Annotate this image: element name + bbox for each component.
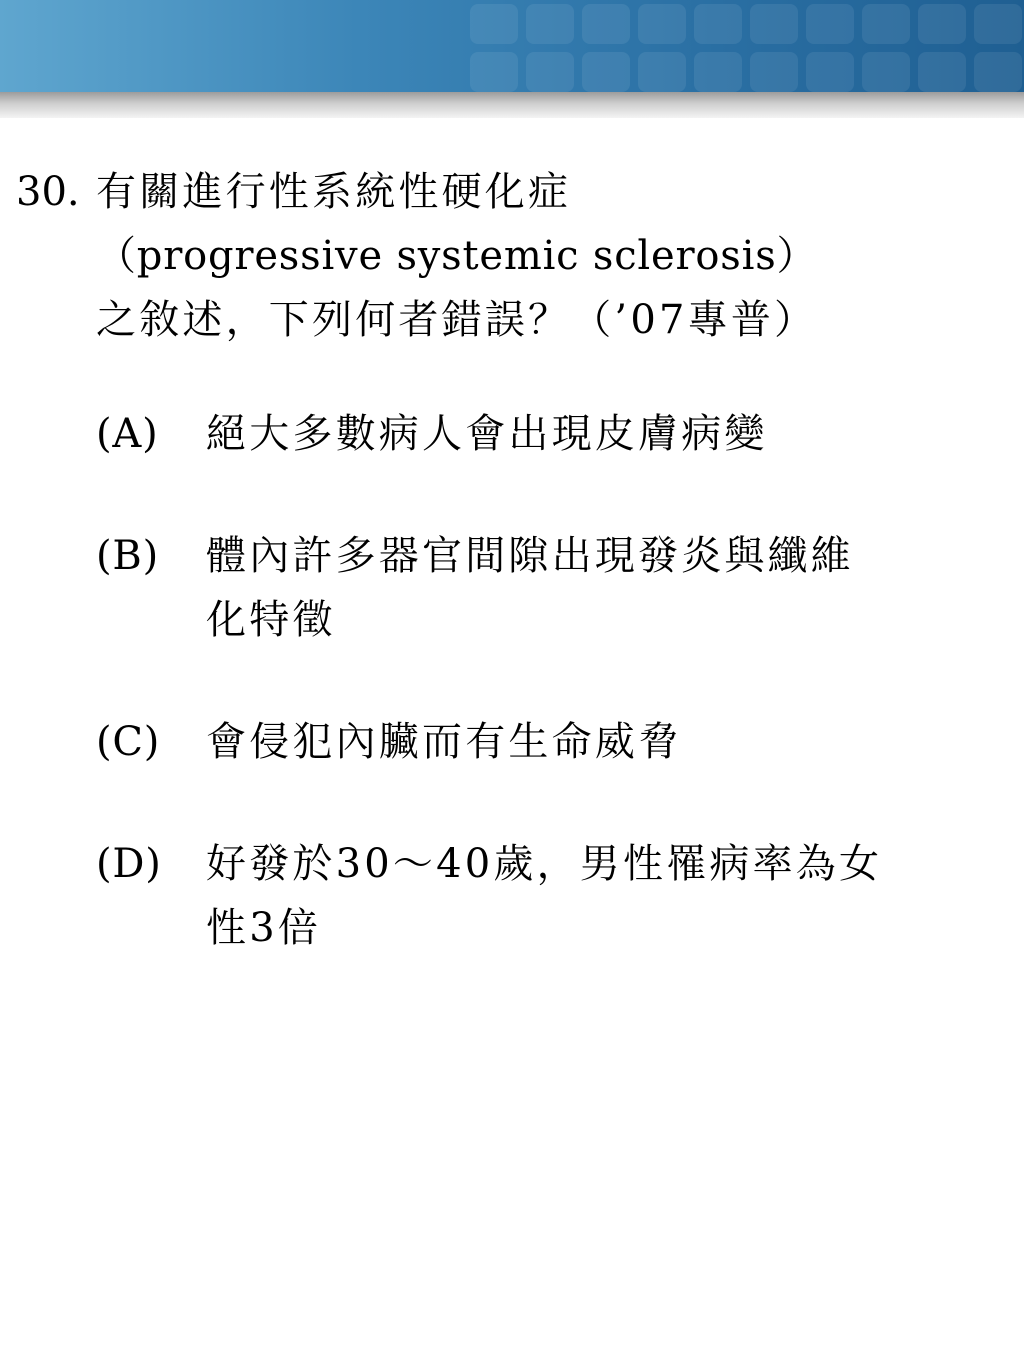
question-line: （progressive systemic sclerosis） [96, 233, 818, 279]
question-line: 有關進行性系統性硬化症 [96, 169, 572, 215]
header-banner [0, 0, 1024, 92]
question-line: 之敘述，下列何者錯誤？（’07專普） [96, 297, 818, 343]
option-letter: (B) [96, 533, 160, 579]
header-pattern [464, 0, 1024, 92]
option-d [0, 832, 1024, 960]
slide-content [0, 160, 1024, 1018]
question-stem [0, 160, 1024, 352]
option-a [0, 402, 1024, 466]
question-number: 30. [16, 169, 80, 215]
option-c [0, 710, 1024, 774]
option-text [206, 710, 1006, 774]
option-letter: (D) [96, 841, 162, 887]
option-letter: (C) [96, 719, 161, 765]
option-line: 性3倍 [206, 905, 322, 951]
option-b [0, 524, 1024, 652]
option-text [206, 402, 1006, 466]
option-line: 好發於30～40歲，男性罹病率為女 [206, 841, 883, 887]
option-line: 化特徵 [206, 597, 336, 643]
option-line: 會侵犯內臟而有生命威脅 [206, 719, 682, 765]
option-line: 體內許多器官間隙出現發炎與纖維 [206, 533, 854, 579]
option-text [206, 832, 1006, 960]
header-divider [0, 92, 1024, 118]
option-line: 絕大多數病人會出現皮膚病變 [206, 411, 768, 457]
answer-options [0, 402, 1024, 960]
question-text [96, 160, 996, 352]
option-letter: (A) [96, 411, 159, 457]
option-text [206, 524, 1006, 652]
